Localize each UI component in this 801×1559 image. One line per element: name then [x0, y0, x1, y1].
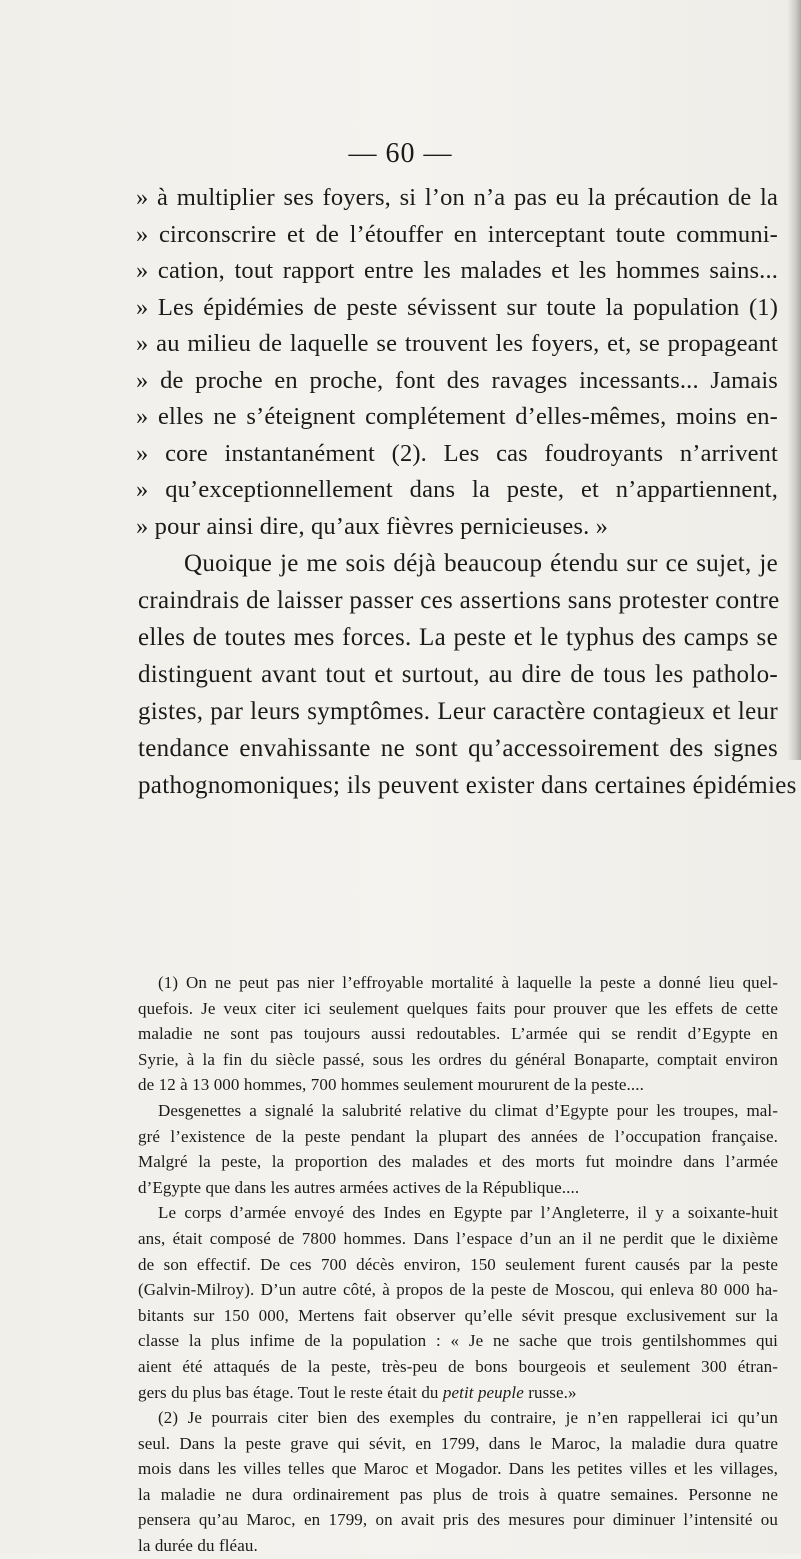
- footnote-1-line: Syrie, à la fin du siècle passé, sous les ordres du général Bonaparte, comptait environ: [138, 1049, 778, 1069]
- footnotes: [138, 970, 778, 1559]
- body-line: pathognomoniques; ils peuvent exister dans certaines épidémies: [138, 772, 797, 799]
- footnote-1-line: gré l’existence de la peste pendant la plupart des années de l’occupation française.: [138, 1126, 778, 1146]
- footnote-text: gers du plus bas étage. Tout le reste était du: [138, 1382, 443, 1402]
- quote-line: » de proche en proche, font des ravages incessants... Jamais: [136, 366, 778, 394]
- page-number: — 60 —: [348, 138, 453, 169]
- footnote-2-line: (2) Je pourrais citer bien des exemples du contraire, je n’en rappellerai ici qu’un: [158, 1408, 778, 1428]
- footnote-1-line: de 12 à 13 000 hommes, 700 hommes seulement moururent de la peste....: [138, 1075, 644, 1095]
- footnote-2-line: la durée du fléau.: [138, 1536, 258, 1556]
- footnote-2-line: pensera qu’au Maroc, en 1799, on avait pris des mesures pour diminuer l’intensité ou: [138, 1510, 778, 1530]
- quote-line: » à multiplier ses foyers, si l’on n’a pas eu la précaution de la: [136, 184, 778, 211]
- quote-line: » Les épidémies de peste sévissent sur toute la population (1): [136, 293, 778, 321]
- main-text: [136, 180, 797, 804]
- body-line: tendance envahissante ne sont qu’accessoirement des signes: [138, 735, 778, 762]
- footnote-1-line: d’Egypte que dans les autres armées actives de la République....: [138, 1177, 580, 1197]
- footnote-2-line: mois dans les villes telles que Maroc et Mogador. Dans les petites villes et les villages,: [138, 1459, 778, 1479]
- quote-line: » au milieu de laquelle se trouvent les foyers, et, se propageant: [136, 330, 778, 357]
- footnote-italic-text: petit peuple: [442, 1382, 524, 1402]
- footnote-1-line: ans, était composé de 7800 hommes. Dans l’espace d’un an il ne perdit que le dixième: [138, 1228, 778, 1248]
- footnote-1-line: maladie ne sont pas toujours aussi redoutables. L’armée qui se rendit d’Egypte en: [138, 1024, 778, 1044]
- footnote-1-line: Desgenettes a signalé la salubrité relative du climat d’Egypte pour les troupes, mal-: [158, 1100, 778, 1120]
- footnote-1-line: Le corps d’armée envoyé des Indes en Egypte par l’Angleterre, il y a soixante-huit: [158, 1203, 778, 1223]
- footnote-1-line: quefois. Je veux citer ici seulement quelques faits pour prouver que les effets de cette: [138, 998, 778, 1018]
- footnote-1-line: (Galvin-Milroy). D’un autre côté, à propos de la peste de Moscou, qui enleva 80 000 ha-: [138, 1280, 778, 1300]
- quote-line: » core instantanément (2). Les cas foudroyants n’arrivent: [136, 439, 778, 467]
- quote-line: » circonscrire et de l’étouffer en interceptant toute communi-: [136, 220, 778, 248]
- body-line: Quoique je me sois déjà beaucoup étendu sur ce sujet, je: [184, 550, 778, 577]
- body-line: elles de toutes mes forces. La peste et le typhus des camps se: [138, 624, 778, 651]
- quote-line: » cation, tout rapport entre les malades et les hommes sains...: [136, 257, 778, 284]
- footnote-1-line: (1) On ne peut pas nier l’effroyable mortalité à laquelle la peste a donné lieu quel-: [158, 973, 778, 992]
- footnote-1-line: aient été attaqués de la peste, très-peu de bons bourgeois et seulement 300 étran-: [138, 1356, 778, 1376]
- body-line: craindrais de laisser passer ces assertions sans protester contre: [138, 587, 780, 614]
- footnote-1-line: bitants sur 150 000, Mertens fait observer qu’elle sévit presque exclusivement sur la: [138, 1305, 778, 1325]
- body-line: gistes, par leurs symptômes. Leur caractère contagieux et leur: [138, 698, 778, 725]
- footnote-1-line: Malgré la peste, la proportion des malades et des morts fut moindre dans l’armée: [138, 1152, 778, 1172]
- footnote-2-line: seul. Dans la peste grave qui sévit, en 1799, dans le Maroc, la maladie dura quatre: [138, 1433, 778, 1453]
- page-edge-shadow: [787, 0, 801, 760]
- quote-line: » pour ainsi dire, qu’aux fièvres pernicieuses. »: [136, 512, 609, 540]
- footnote-1-line: de son effectif. De ces 700 décès environ, 150 seulement furent causés par la peste: [138, 1254, 778, 1274]
- footnote-text: russe.»: [523, 1382, 577, 1402]
- footnote-1-line: classe la plus infime de la population : « Je ne sache que trois gentilshommes qui: [138, 1331, 778, 1351]
- quote-line: » qu’exceptionnellement dans la peste, et n’appartiennent,: [136, 476, 778, 503]
- footnote-2-line: la maladie ne dura ordinairement pas plus de trois à quatre semaines. Personne ne: [138, 1484, 778, 1504]
- body-line: distinguent avant tout et surtout, au dire de tous les patholo-: [138, 661, 778, 688]
- footnote-1-last-line: [138, 1380, 778, 1406]
- quote-line: » elles ne s’éteignent complétement d’elles-mêmes, moins en-: [136, 403, 778, 430]
